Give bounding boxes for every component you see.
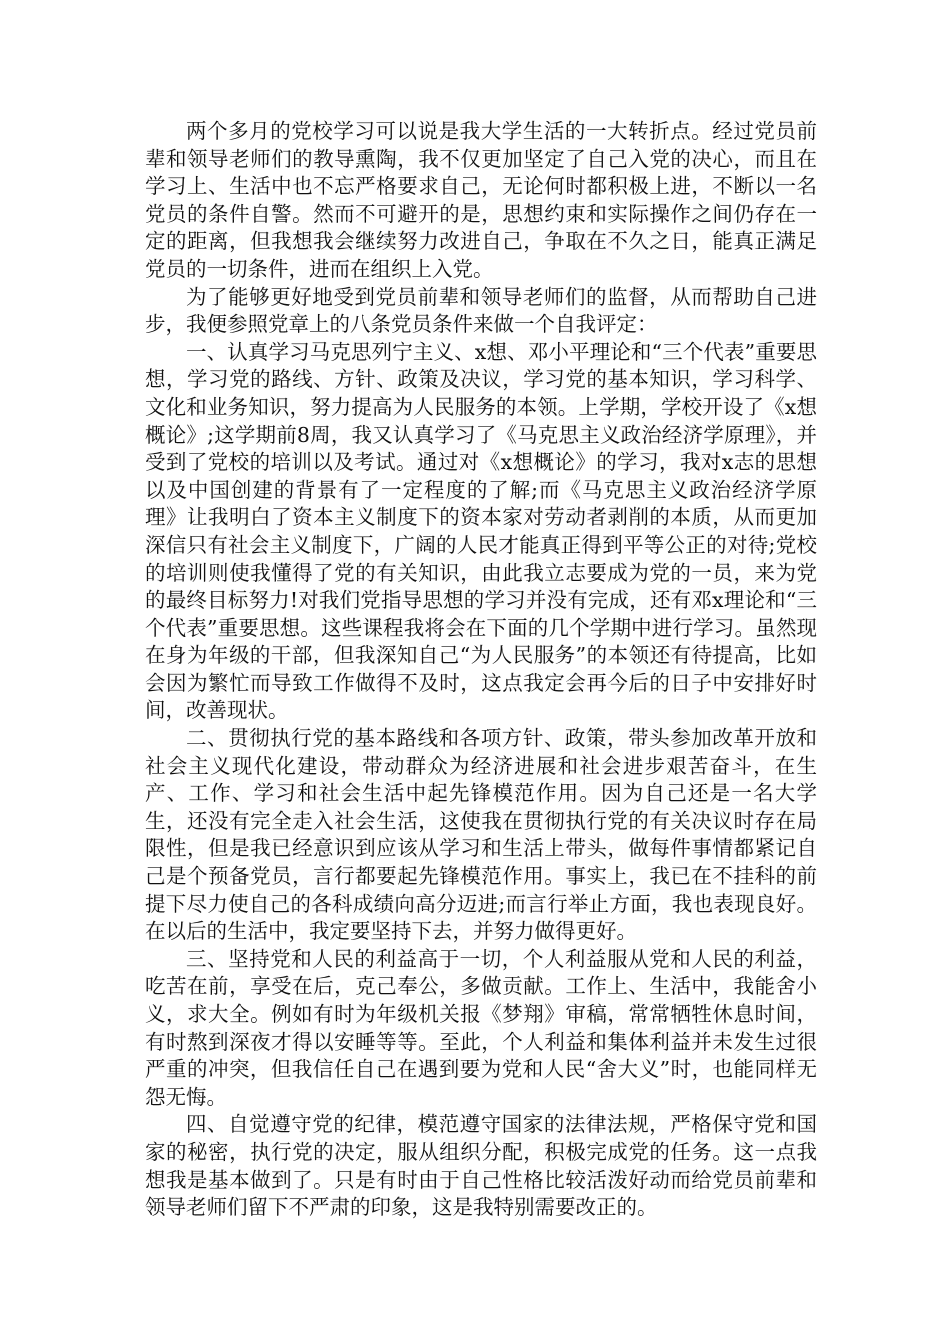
document-body — [145, 118, 817, 1222]
paragraph-point-three: 三、坚持党和人民的利益高于一切，个人利益服从党和人民的利益，吃苦在前，享受在后，克己奉公，多做贡献。工作上、生活中，我能舍小义，求大全。例如有时为年级机关报《梦翔》审稿，常常牺牲休息时间，有时熬到深夜才得以安睡等等。至此，个人利益和集体利益并未发生过很严重的冲突，但我信任自己在遇到要为党和人民“舍大义”时，也能同样无怨无悔。 — [145, 946, 817, 1109]
paragraph-self-evaluation-intro: 为了能够更好地受到党员前辈和领导老师们的监督，从而帮助自己进步，我便参照党章上的八条党员条件来做一个自我评定： — [145, 284, 817, 337]
paragraph-intro: 两个多月的党校学习可以说是我大学生活的一大转折点。经过党员前辈和领导老师们的教导熏陶，我不仅更加坚定了自己入党的决心，而且在学习上、生活中也不忘严格要求自己，无论何时都积极上进，不断以一名党员的条件自警。然而不可避开的是，思想约束和实际操作之间仍存在一定的距离，但我想我会继续努力改进自己，争取在不久之日，能真正满足党员的一切条件，进而在组织上入党。 — [145, 119, 817, 281]
paragraph-point-two: 二、贯彻执行党的基本路线和各项方针、政策，带头参加改革开放和社会主义现代化建设，带动群众为经济进展和社会进步艰苦奋斗，在生产、工作、学习和社会生活中起先锋模范作用。因为自己还是一名大学生，还没有完全走入社会生活，这使我在贯彻执行党的有关决议时存在局限性，但是我已经意识到应该从学习和生活上带头，做每件事情都紧记自己是个预备党员，言行都要起先锋模范作用。事实上，我已在不挂科的前提下尽力使自己的各科成绩向高分迈进;而言行举止方面，我也表现良好。在以后的生活中，我定要坚持下去，并努力做得更好。 — [145, 726, 817, 944]
paragraph-point-one: 一、认真学习马克思列宁主义、x想、邓小平理论和“三个代表”重要思想，学习党的路线、方针、政策及决议，学习党的基本知识，学习科学、文化和业务知识，努力提高为人民服务的本领。上学期，学校开设了《x想概论》;这学期前8周，我又认真学习了《马克思主义政治经济学原理》，并受到了党校的培训以及考试。通过对《x想概论》的学习，我对x志的思想以及中国创建的背景有了一定程度的了解;而《马克思主义政治经济学原理》让我明白了资本主义制度下的资本家对劳动者剥削的本质，从而更加深信只有社会主义制度下，广阔的人民才能真正得到平等公正的对待;党校的培训则使我懂得了党的有关知识，由此我立志要成为党的一员，来为党的最终目标努力!对我们党指导思想的学习并没有完成，还有邓x理论和“三个代表”重要思想。这些课程我将会在下面的几个学期中进行学习。虽然现在身为年级的干部，但我深知自己“为人民服务”的本领还有待提高，比如会因为繁忙而导致工作做得不及时，这点我定会再今后的日子中安排好时间，改善现状。 — [145, 339, 817, 723]
paragraph-point-four: 四、自觉遵守党的纪律，模范遵守国家的法律法规，严格保守党和国家的秘密，执行党的决定，服从组织分配，积极完成党的任务。这一点我想我是基本做到了。只是有时由于自己性格比较活泼好动而给党员前辈和领导老师们留下不严肃的印象，这是我特别需要改正的。 — [145, 1112, 817, 1220]
